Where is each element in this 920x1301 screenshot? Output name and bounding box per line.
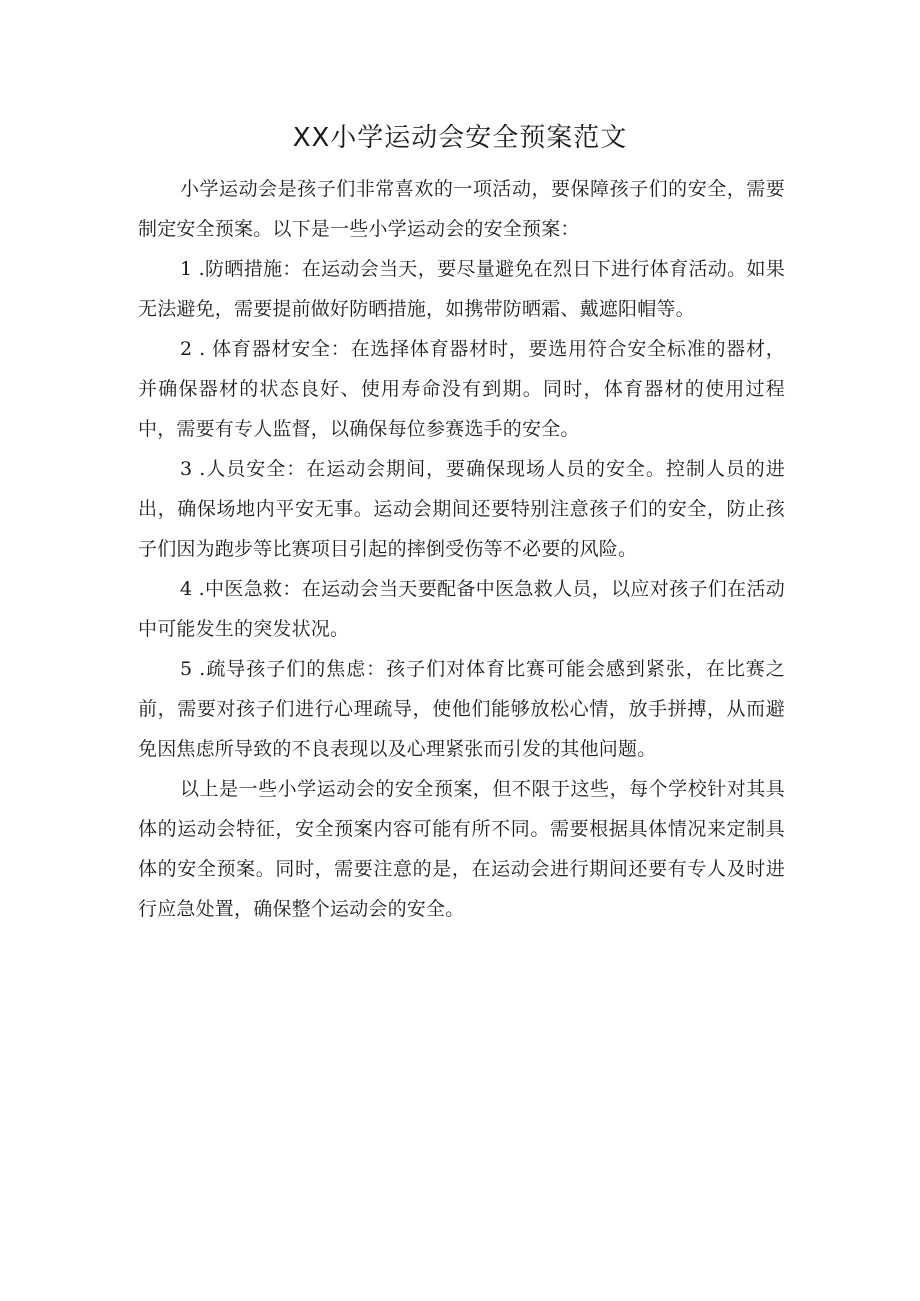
item-2-paragraph: 2 . 体育器材安全：在选择体育器材时，要选用符合安全标准的器材，并确保器材的状态良好、使用寿命没有到期。同时，体育器材的使用过程中，需要有专人监督，以确保每位参赛选手的安全。 xyxy=(138,338,785,440)
intro-paragraph: 小学运动会是孩子们非常喜欢的一项活动，要保障孩子们的安全，需要制定安全预案。以下是一些小学运动会的安全预案： xyxy=(138,178,785,240)
item-5-paragraph: 5 .疏导孩子们的焦虑：孩子们对体育比赛可能会感到紧张，在比赛之前，需要对孩子们进行心理疏导，使他们能够放松心情，放手拼搏，从而避免因焦虑所导致的不良表现以及心理紧张而引发的其他问题。 xyxy=(138,658,785,760)
document-title: XX小学运动会安全预案范文 xyxy=(292,123,628,153)
item-1-paragraph: 1 .防晒措施：在运动会当天，要尽量避免在烈日下进行体育活动。如果无法避免，需要提前做好防晒措施，如携带防晒霜、戴遮阳帽等。 xyxy=(138,258,785,320)
item-4-paragraph: 4 .中医急救：在运动会当天要配备中医急救人员，以应对孩子们在活动中可能发生的突发状况。 xyxy=(138,578,785,640)
item-3-paragraph: 3 .人员安全：在运动会期间，要确保现场人员的安全。控制人员的进出，确保场地内平安无事。运动会期间还要特别注意孩子们的安全，防止孩子们因为跑步等比赛项目引起的摔倒受伤等不必要的风险。 xyxy=(138,458,785,560)
conclusion-paragraph: 以上是一些小学运动会的安全预案，但不限于这些，每个学校针对其具体的运动会特征，安全预案内容可能有所不同。需要根据具体情况来定制具体的安全预案。同时，需要注意的是，在运动会进行期间还要有专人及时进行应急处置，确保整个运动会的安全。 xyxy=(138,778,785,920)
document-body xyxy=(138,169,785,929)
